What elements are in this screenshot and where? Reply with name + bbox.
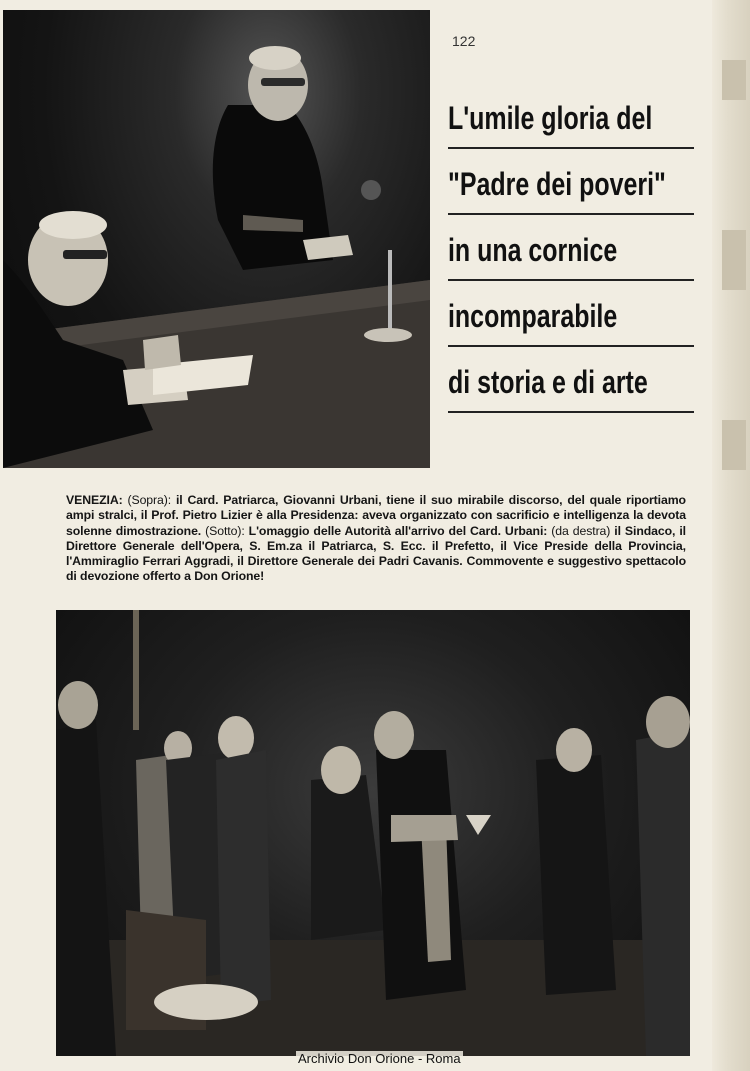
headline-line: "Padre dei poveri" <box>448 166 666 202</box>
headline-rule <box>448 345 694 347</box>
caption-above-text: il Card. Patriarca, Giovanni Urbani, tiene il suo mirabile discorso, del quale riportiamo ampi stralci, il Prof. Pietro Lizier è alla Presidenza: aveva organizzato con sacrificio e intelligenza la devota solenne dimostrazione. <box>66 493 686 538</box>
headline-line: in una cornice <box>448 232 618 268</box>
page-number: 122 <box>452 33 476 49</box>
edge-mark <box>722 420 746 470</box>
caption-place: VENEZIA: <box>66 493 123 507</box>
caption-below-marker: (Sotto): <box>205 523 245 538</box>
caption-below-text-2: il Sindaco, il Direttore Generale dell'Opera, S. Em.za il Patriarca, S. Ecc. il Prefetto, il Vice Preside della Provincia, l'Ammiraglio Ferrari Aggradi, il Direttore Generale dei Padri Cavanis. Commovente e suggestivo spettacolo di devozione offerto a Don Orione! <box>66 523 686 584</box>
edge-mark <box>722 230 746 290</box>
caption-from-right: (da destra) <box>551 523 611 538</box>
headline-rule <box>448 147 694 149</box>
headline-line: incomparabile <box>448 298 618 334</box>
headline-rule <box>448 213 694 215</box>
photo-authorities-homage-drawing <box>56 610 690 1056</box>
photo-cardinal-speech-drawing <box>3 10 430 468</box>
headline-rule <box>448 279 694 281</box>
edge-mark <box>722 60 746 100</box>
photo-cardinal-speech <box>3 10 430 468</box>
headline-line: L'umile gloria del <box>448 100 653 136</box>
headline <box>448 97 696 427</box>
headline-rule <box>448 411 694 413</box>
caption-above-marker: (Sopra): <box>127 493 172 507</box>
photo-caption <box>66 493 686 585</box>
page-edge <box>712 0 750 1071</box>
caption-below-text-1: L'omaggio delle Autorità all'arrivo del Card. Urbani: <box>248 523 548 538</box>
archive-label: Archivio Don Orione - Roma <box>298 1051 461 1066</box>
photo-authorities-homage <box>56 610 690 1056</box>
headline-line: di storia e di arte <box>448 364 648 400</box>
